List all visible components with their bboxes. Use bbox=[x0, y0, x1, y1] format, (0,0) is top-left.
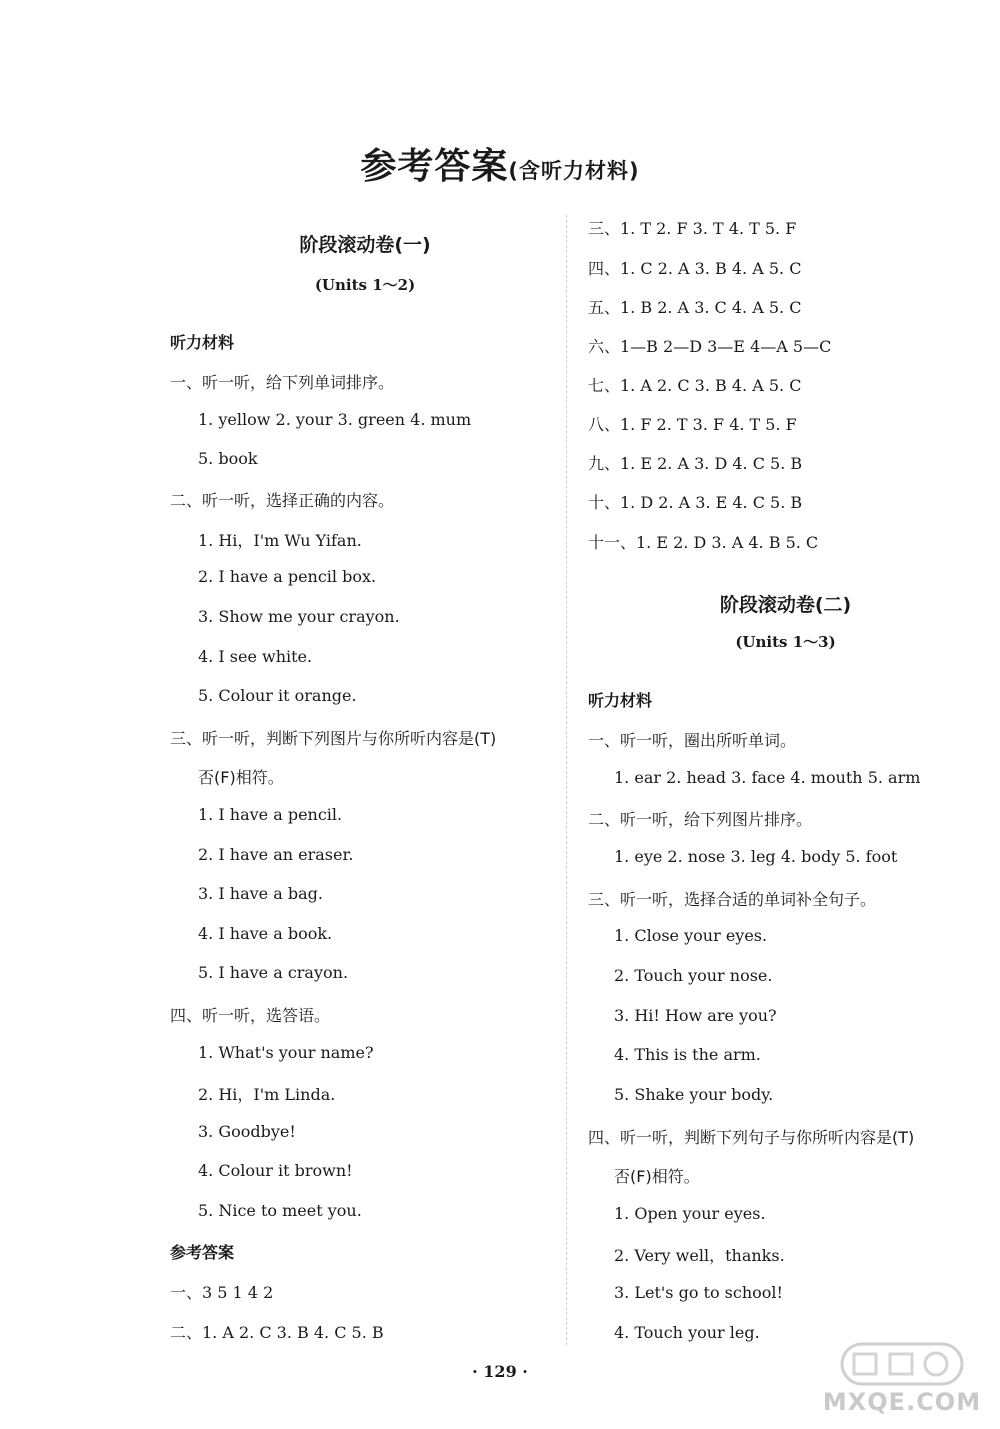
question-heading: 四、听一听，选答语。 bbox=[170, 1006, 331, 1025]
question-heading-cont: 否(F)相符。 bbox=[614, 1167, 700, 1186]
units-label-2: (Units 1～3) bbox=[735, 633, 836, 651]
listening-item: 3. Let's go to school! bbox=[614, 1283, 783, 1302]
question-heading: 三、听一听，选择合适的单词补全句子。 bbox=[588, 890, 877, 909]
question-heading: 二、听一听，选择正确的内容。 bbox=[170, 491, 395, 510]
answer-line: 六、1—B 2—D 3—E 4—A 5—C bbox=[588, 337, 832, 356]
question-heading: 一、听一听，给下列单词排序。 bbox=[170, 373, 395, 392]
watermark-logo bbox=[812, 1338, 992, 1418]
column-divider bbox=[566, 215, 567, 1345]
answer-line: 一、3 5 1 4 2 bbox=[170, 1283, 274, 1302]
page-number: · 129 · bbox=[472, 1362, 528, 1381]
answers-heading: 参考答案 bbox=[170, 1243, 235, 1262]
section-title-1: 阶段滚动卷(一) bbox=[299, 234, 431, 256]
listening-item: 1. Close your eyes. bbox=[614, 926, 768, 945]
answer-line: 三、1. T 2. F 3. T 4. T 5. F bbox=[588, 219, 797, 238]
listening-item: 3. I have a bag. bbox=[198, 884, 323, 903]
listening-item: 1. ear 2. head 3. face 4. mouth 5. arm bbox=[614, 768, 921, 787]
listening-item: 4. Touch your leg. bbox=[614, 1323, 760, 1342]
listening-item: 1. yellow 2. your 3. green 4. mum bbox=[198, 410, 472, 429]
listening-heading-1: 听力材料 bbox=[170, 333, 235, 352]
page-title bbox=[0, 138, 1000, 189]
listening-item: 5. Colour it orange. bbox=[198, 686, 357, 705]
listening-item: 1. I have a pencil. bbox=[198, 805, 343, 824]
question-heading: 二、听一听，给下列图片排序。 bbox=[588, 810, 813, 829]
listening-item: 1. Hi，I'm Wu Yifan. bbox=[198, 531, 362, 550]
listening-item: 4. This is the arm. bbox=[614, 1045, 761, 1064]
listening-item: 4. I see white. bbox=[198, 647, 313, 666]
answer-line: 七、1. A 2. C 3. B 4. A 5. C bbox=[588, 376, 802, 395]
listening-item: 5. I have a crayon. bbox=[198, 963, 349, 982]
listening-item: 1. What's your name? bbox=[198, 1043, 374, 1062]
page-title-sub: (含听力材料) bbox=[508, 159, 640, 183]
answer-line: 十一、1. E 2. D 3. A 4. B 5. C bbox=[588, 533, 819, 552]
answer-line: 八、1. F 2. T 3. F 4. T 5. F bbox=[588, 415, 797, 434]
question-heading: 四、听一听，判断下列句子与你所听内容是(T) bbox=[588, 1128, 915, 1147]
answer-line: 九、1. E 2. A 3. D 4. C 5. B bbox=[588, 454, 803, 473]
listening-item: 4. Colour it brown! bbox=[198, 1161, 353, 1180]
listening-item: 3. Goodbye! bbox=[198, 1122, 296, 1141]
listening-item: 1. Open your eyes. bbox=[614, 1204, 766, 1223]
answer-line: 十、1. D 2. A 3. E 4. C 5. B bbox=[588, 493, 803, 512]
listening-item: 5. book bbox=[198, 449, 258, 468]
watermark-text: MXQE.COM bbox=[822, 1388, 982, 1416]
listening-item: 5. Shake your body. bbox=[614, 1085, 774, 1104]
watermark-badge-icon bbox=[812, 1338, 992, 1390]
units-label-1: (Units 1～2) bbox=[314, 276, 416, 294]
answer-line: 二、1. A 2. C 3. B 4. C 5. B bbox=[170, 1323, 384, 1342]
listening-item: 2. I have a pencil box. bbox=[198, 567, 377, 586]
listening-item: 3. Hi! How are you? bbox=[614, 1006, 777, 1025]
listening-item: 2. Hi，I'm Linda. bbox=[198, 1085, 336, 1104]
question-heading-cont: 否(F)相符。 bbox=[198, 768, 284, 787]
listening-item: 2. Very well，thanks. bbox=[614, 1246, 785, 1265]
listening-item: 2. Touch your nose. bbox=[614, 966, 773, 985]
listening-item: 3. Show me your crayon. bbox=[198, 607, 400, 626]
listening-item: 5. Nice to meet you. bbox=[198, 1201, 362, 1220]
listening-heading-2: 听力材料 bbox=[588, 691, 653, 710]
listening-item: 4. I have a book. bbox=[198, 924, 333, 943]
question-heading: 三、听一听，判断下列图片与你所听内容是(T) bbox=[170, 729, 497, 748]
answer-line: 五、1. B 2. A 3. C 4. A 5. C bbox=[588, 298, 802, 317]
section-title-2: 阶段滚动卷(二) bbox=[719, 594, 852, 616]
listening-item: 2. I have an eraser. bbox=[198, 845, 354, 864]
listening-item: 1. eye 2. nose 3. leg 4. body 5. foot bbox=[614, 847, 898, 866]
answer-line: 四、1. C 2. A 3. B 4. A 5. C bbox=[588, 259, 802, 278]
question-heading: 一、听一听，圈出所听单词。 bbox=[588, 731, 797, 750]
page-title-main: 参考答案 bbox=[360, 146, 509, 187]
